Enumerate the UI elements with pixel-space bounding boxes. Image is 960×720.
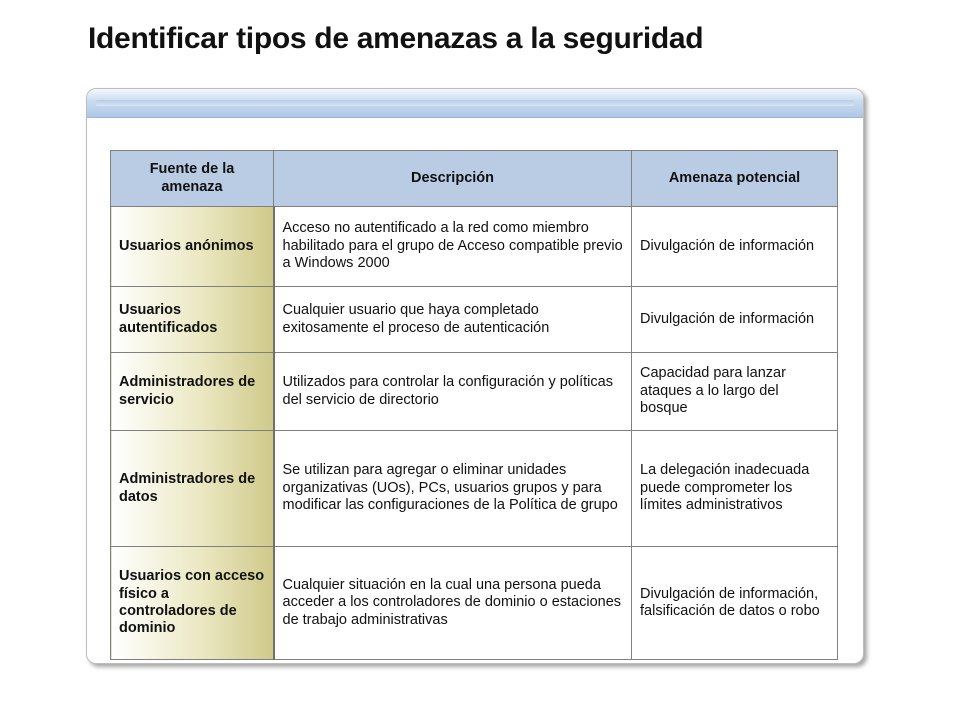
row-source: Usuarios con acceso físico a controladores de dominio — [111, 547, 274, 660]
row-threat: Divulgación de información — [632, 287, 838, 353]
row-source: Administradores de datos — [111, 431, 274, 547]
row-description: Utilizados para controlar la configuración y políticas del servicio de directorio — [274, 353, 632, 431]
row-threat: Divulgación de información, falsificación de datos o robo — [632, 547, 838, 660]
row-description: Cualquier situación en la cual una persona pueda acceder a los controladores de dominio o estaciones de trabajo administrativas — [274, 547, 632, 660]
row-source: Usuarios autentificados — [111, 287, 274, 353]
content-panel — [86, 88, 864, 664]
panel-header-decoration — [95, 100, 855, 106]
header-source: Fuente de la amenaza — [111, 151, 274, 207]
row-threat: Capacidad para lanzar ataques a lo largo del bosque — [632, 353, 838, 431]
row-threat: Divulgación de información — [632, 207, 838, 287]
table-row — [111, 547, 838, 660]
row-description: Se utilizan para agregar o eliminar unidades organizativas (UOs), PCs, usuarios grupos y para modificar las configuraciones de la Política de grupo — [274, 431, 632, 547]
table-row — [111, 207, 838, 287]
table-row — [111, 287, 838, 353]
row-source: Administradores de servicio — [111, 353, 274, 431]
slide-title: Identificar tipos de amenazas a la seguridad — [88, 22, 704, 55]
row-description: Acceso no autentificado a la red como miembro habilitado para el grupo de Acceso compatible previo a Windows 2000 — [274, 207, 632, 287]
row-description: Cualquier usuario que haya completado exitosamente el proceso de autenticación — [274, 287, 632, 353]
panel-header-bar — [87, 89, 863, 118]
table-header-row — [111, 151, 838, 207]
table-row — [111, 431, 838, 547]
header-threat: Amenaza potencial — [632, 151, 838, 207]
header-description: Descripción — [274, 151, 632, 207]
table-row — [111, 353, 838, 431]
threats-table — [110, 150, 838, 660]
row-threat: La delegación inadecuada puede comprometer los límites administrativos — [632, 431, 838, 547]
row-source: Usuarios anónimos — [111, 207, 274, 287]
